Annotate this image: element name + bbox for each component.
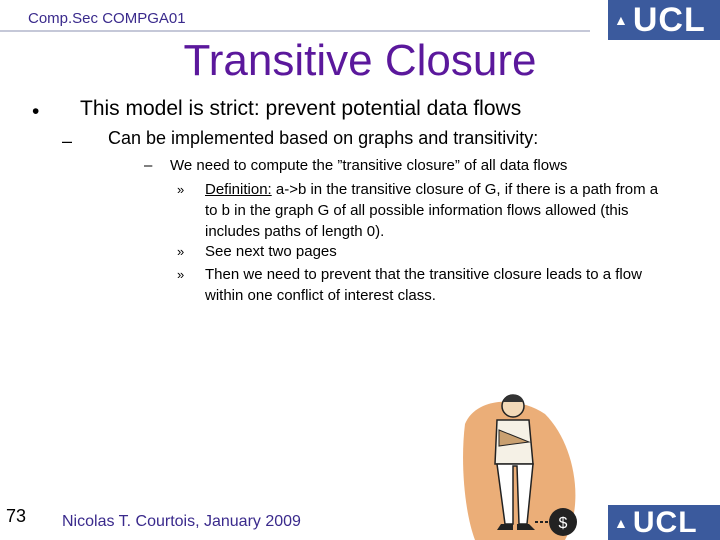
bullet-marker-l4-definition: » — [177, 182, 185, 197]
course-code: Comp.Sec COMPGA01 — [28, 10, 186, 27]
bullet-text-definition — [205, 179, 705, 242]
ucl-logo-bottom — [608, 505, 720, 540]
bullet-marker-l4-see-next: » — [177, 244, 185, 259]
ucl-logo-bottom-text: UCL — [632, 505, 698, 539]
bullet-marker-l2: – — [62, 131, 73, 151]
ucl-crest-icon-bottom: ▲ — [614, 514, 629, 531]
definition-line-1-rest: a->b in the transitive closure of G, if there is a path from a — [271, 181, 659, 198]
definition-label: Definition: — [205, 181, 272, 198]
bullet-marker-l4-then: » — [177, 267, 185, 282]
ucl-crest-icon: ▲ — [614, 12, 629, 28]
definition-line-2: to b in the graph G of all possible information flows allowed (this — [205, 202, 629, 219]
slide-title: Transitive Closure — [183, 36, 537, 85]
bullet-text-see-next: See next two pages — [205, 243, 337, 260]
bullet-marker-l3: – — [144, 157, 153, 174]
ucl-logo-top — [608, 0, 720, 40]
bullet-text-l3: We need to compute the ”transitive closure” of all data flows — [170, 157, 568, 174]
slide-number: 73 — [6, 506, 27, 526]
bullet-text-l1: This model is strict: prevent potential data flows — [80, 97, 522, 120]
businessman-money-bag-icon — [455, 384, 605, 540]
bullet-text-l2: Can be implemented based on graphs and transitivity: — [108, 128, 539, 148]
definition-line-3: includes paths of length 0). — [205, 223, 385, 240]
ucl-logo-text: UCL — [632, 0, 706, 39]
then-line-2: within one conflict of interest class. — [205, 287, 436, 304]
footer-author: Nicolas T. Courtois, January 2009 — [62, 513, 301, 530]
money-bag-symbol: $ — [558, 515, 568, 532]
header-divider — [0, 30, 590, 32]
definition-line-1 — [205, 179, 705, 200]
bullet-marker-l1: • — [32, 100, 40, 123]
then-line-1: Then we need to prevent that the transitive closure leads to a flow — [205, 266, 642, 283]
bullet-text-then — [205, 264, 705, 306]
